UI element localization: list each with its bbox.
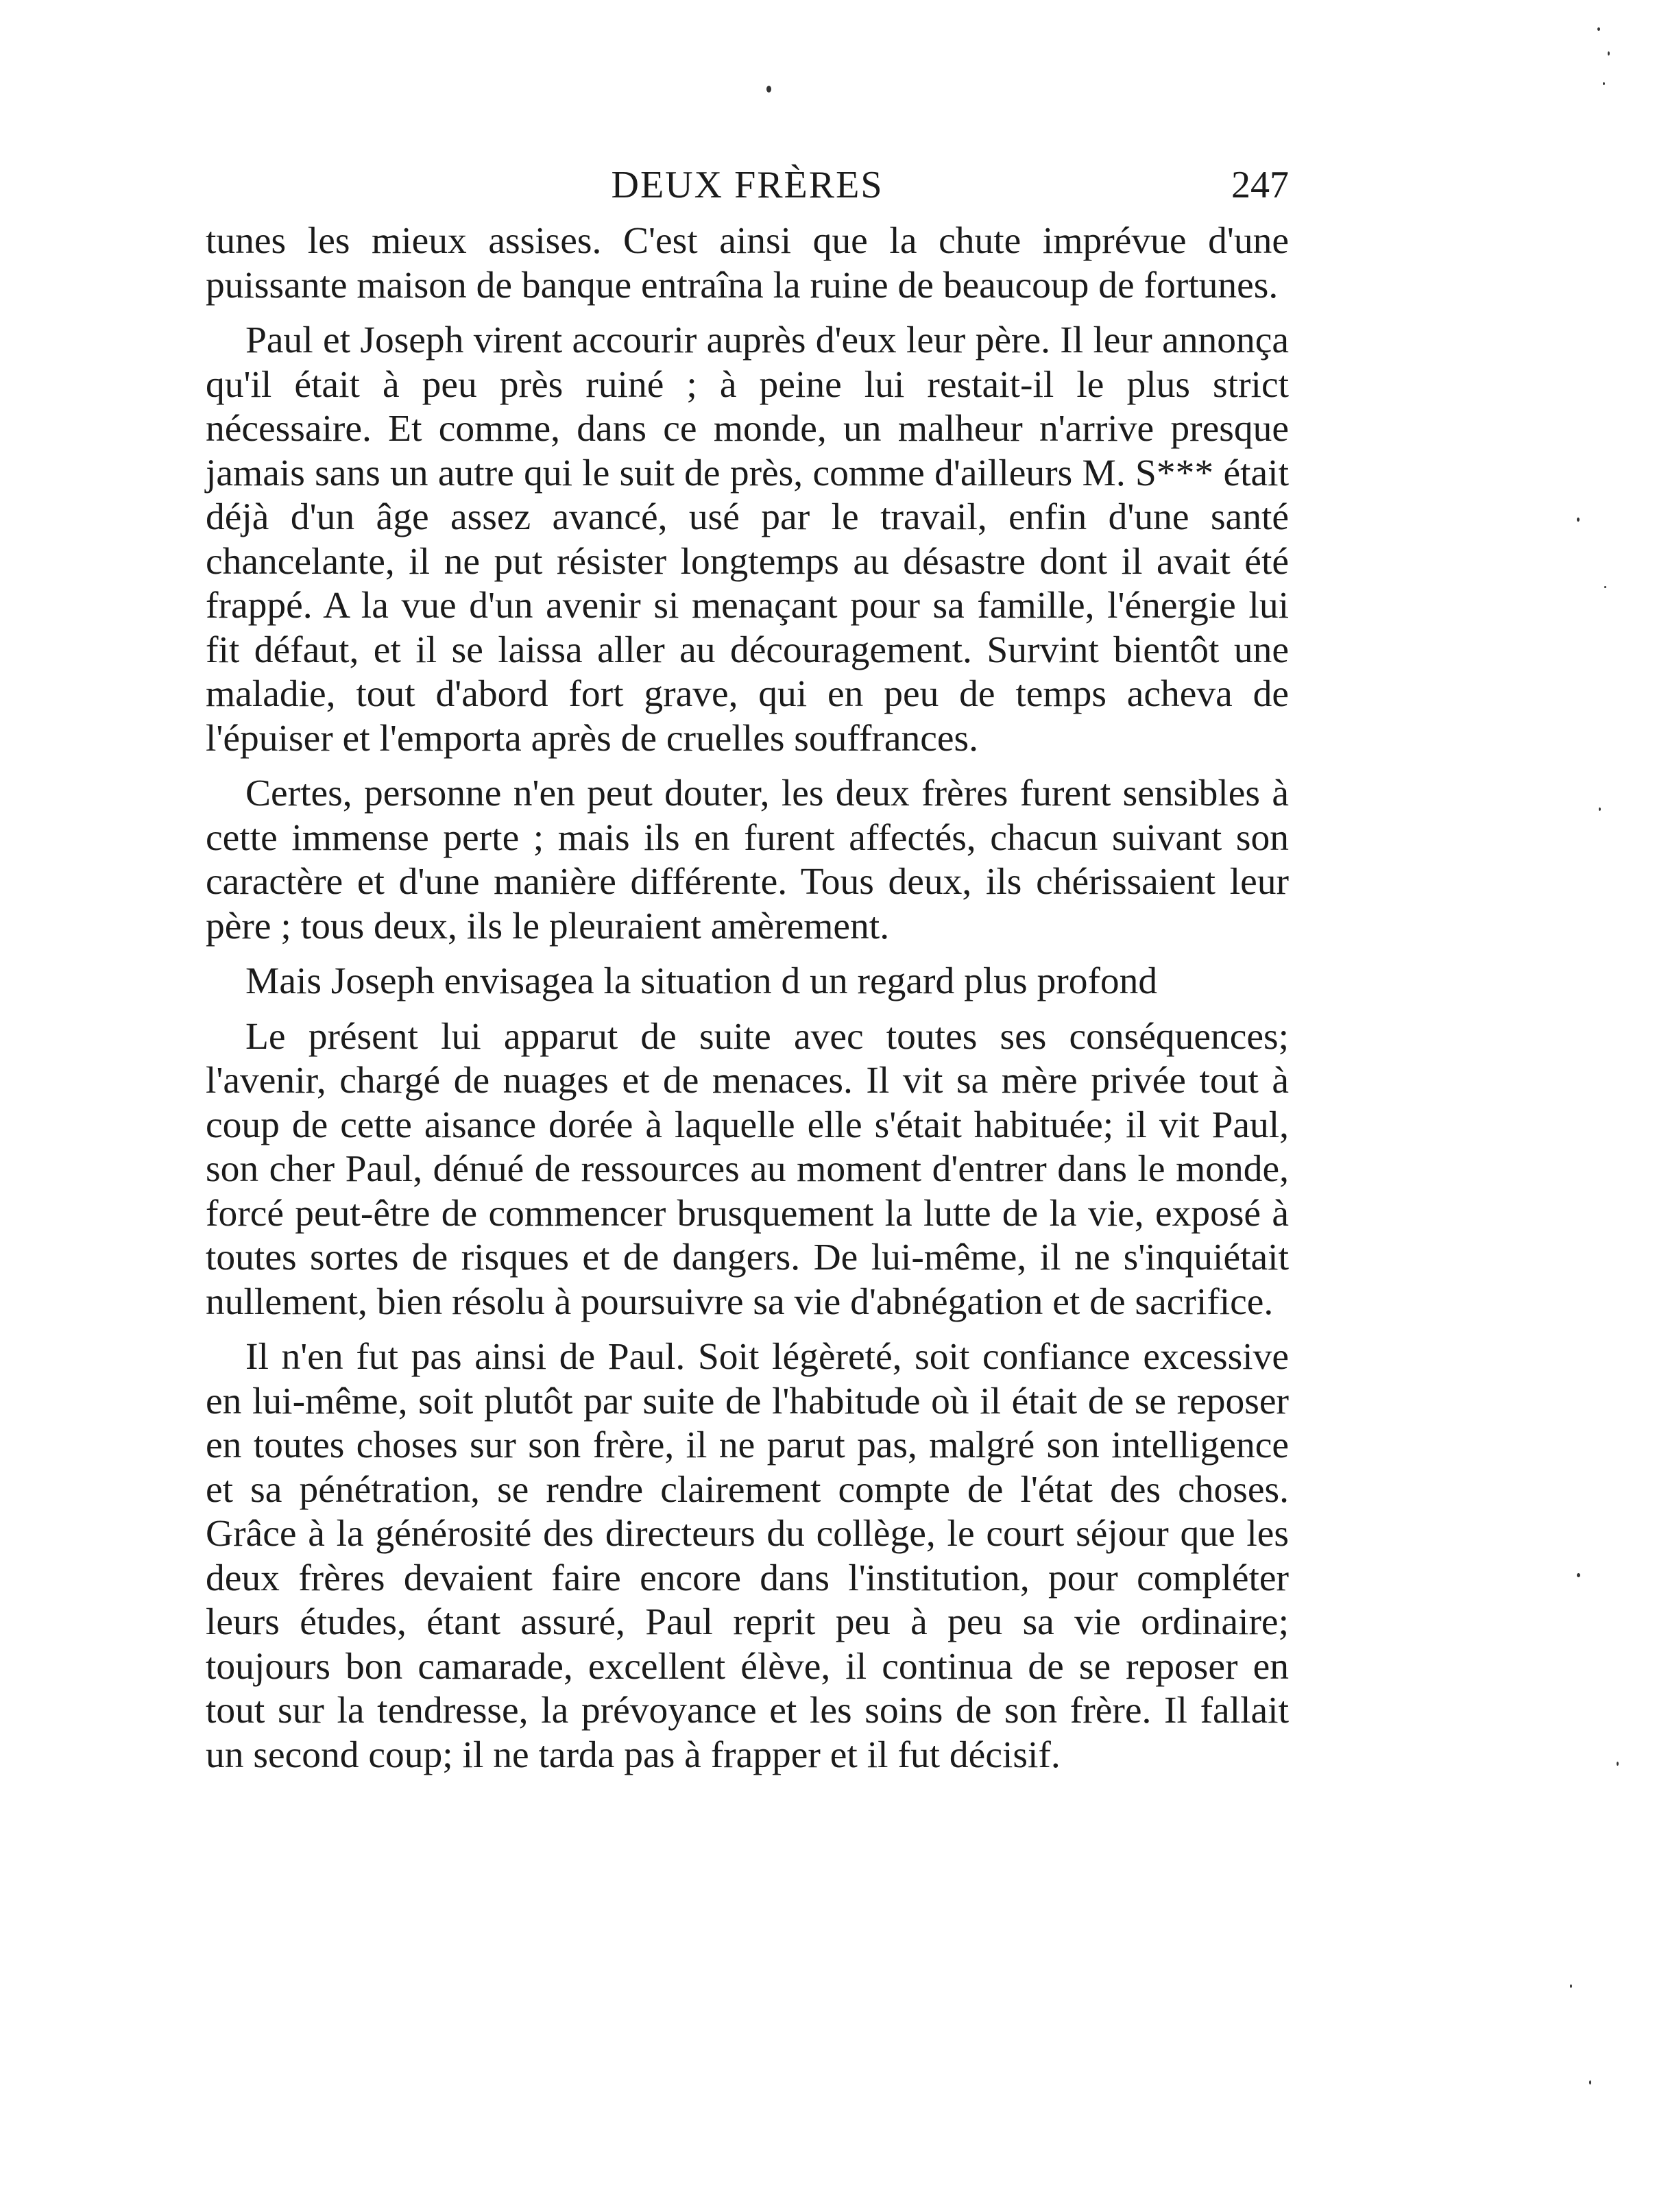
scan-speck [1608,51,1610,56]
paragraph: tunes les mieux assises. C'est ainsi que la chute imprévue d'une puissante maison de banque entraîna la ruine de beaucoup de fortunes. [206,220,1289,306]
scan-speck [1597,27,1600,31]
scan-speck [1617,1762,1619,1766]
scan-speck [1577,518,1580,522]
scan-speck [1603,82,1605,85]
paragraph: Mais Joseph envisagea la situation d un regard plus profond [245,960,1158,1002]
scan-speck [1604,586,1606,588]
scan-speck [1577,1573,1580,1577]
page-body [206,219,1289,1777]
running-title: DEUX FRÈRES [611,164,884,206]
scan-speck [1570,1984,1572,1988]
paragraph: Le présent lui apparut de suite avec toutes ses conséquences; l'avenir, chargé de nuages et de menaces. Il vit sa mère privée tout à coup de cette aisance dorée à laquelle elle s'était habituée; il vit Paul, son cher Paul, dénué de ressources au moment d'entrer dans le monde, forcé peut-être de commencer brusquement la lutte de la vie, exposé à toutes sortes de risques et de dangers. De lui-même, il ne s'inquiétait nullement, bien résolu à poursuivre sa vie d'abnégation et de sacrifice. [206,1015,1289,1323]
page-number: 247 [1231,164,1289,206]
scan-speck [1589,2080,1591,2085]
paragraph: Paul et Joseph virent accourir auprès d'eux leur père. Il leur annonça qu'il était à peu près ruiné ; à peine lui restait-il le plus strict nécessaire. Et comme, dans ce monde, un malheur n'arrive presque jamais sans un autre qui le suit de près, comme d'ailleurs M. S*** était déjà d'un âge assez avancé, usé par le travail, enfin d'une santé chancelante, il ne put résister longtemps au désastre dont il avait été frappé. A la vue d'un avenir si menaçant pour sa famille, l'énergie lui fit défaut, et il se laissa aller au découragement. Survint bientôt une maladie, tout d'abord fort grave, qui en peu de temps acheva de l'épuiser et l'emporta après de cruelles souffrances. [206,319,1289,759]
paragraph: Il n'en fut pas ainsi de Paul. Soit légèreté, soit confiance excessive en lui-même, soit plutôt par suite de l'habitude où il était de se reposer en toutes choses sur son frère, il ne parut pas, malgré son intelligence et sa pénétration, se rendre clairement compte de l'état des choses. Grâce à la générosité des directeurs du collège, le court séjour que les deux frères devaient faire encore dans l'institution, pour compléter leurs études, étant assuré, Paul reprit peu à peu sa vie ordinaire; toujours bon camarade, excellent élève, il continua de se reposer en tout sur la tendresse, la prévoyance et les soins de son frère. Il fallait un second coup; il ne tarda pas à frapper et il fut décisif. [206,1336,1289,1776]
scan-speck [1599,807,1601,811]
scan-speck [766,86,771,93]
paragraph: Certes, personne n'en peut douter, les deux frères furent sensibles à cette immense perte ; mais ils en furent affectés, chacun suivant son caractère et d'une manière différente. Tous deux, ils chérissaient leur père ; tous deux, ils le pleuraient amèrement. [206,773,1289,947]
page-header [206,154,1289,216]
